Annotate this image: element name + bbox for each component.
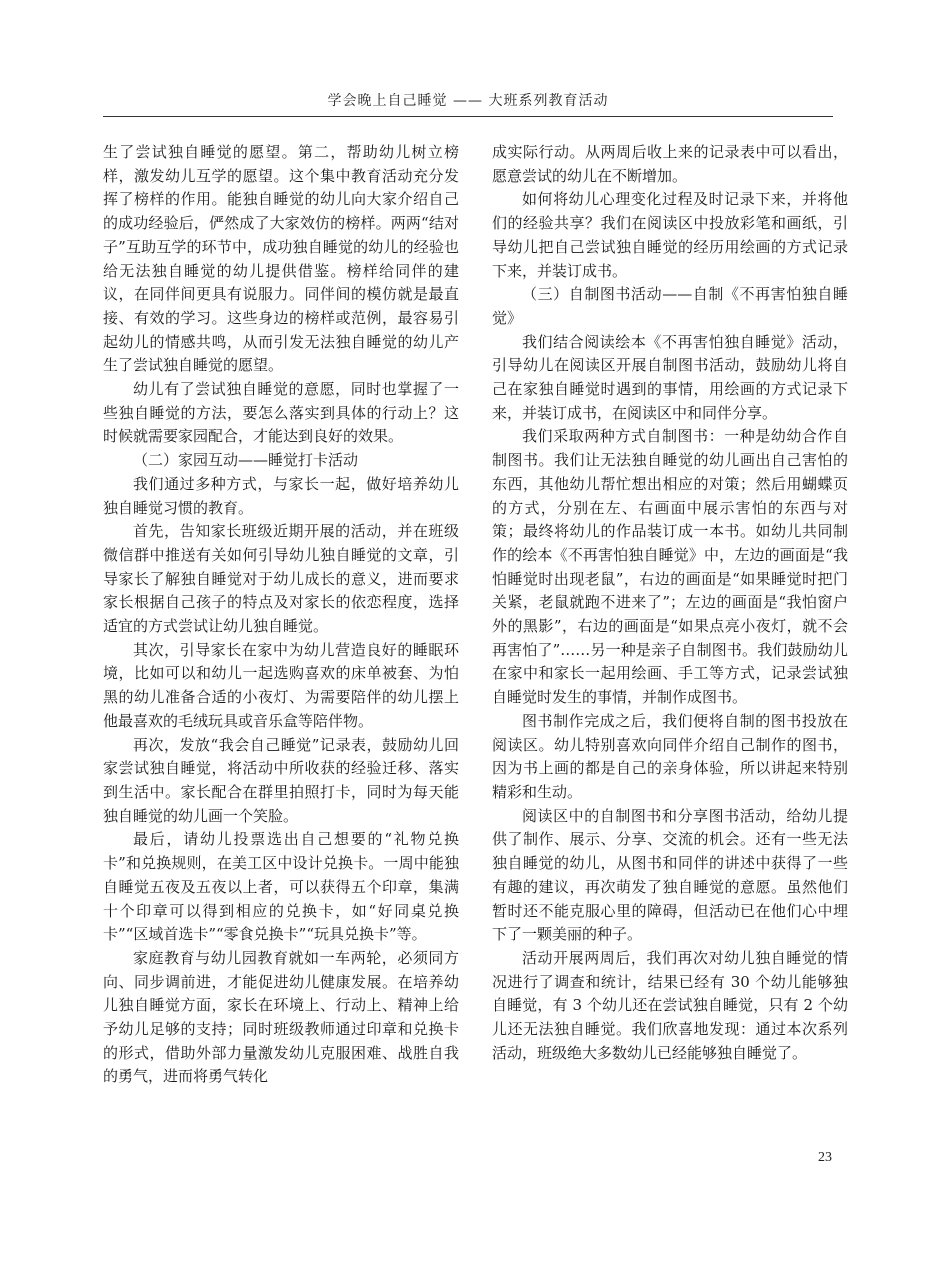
header-rule [103, 116, 833, 117]
paragraph: 如何将幼儿心理变化过程及时记录下来，并将他们的经验共享？我们在阅读区中投放彩笔和画纸，引导幼儿把自己尝试独自睡觉的经历用绘画的方式记录下来，并装订成书。 [492, 190, 848, 280]
paragraph: 活动开展两周后，我们再次对幼儿独自睡觉的情况进行了调查和统计，结果已经有 30 个幼儿能够独自睡觉，有 3 个幼儿还在尝试独自睡觉，只有 2 个幼儿还无法独自睡觉。我们欣喜地发现：通过本次系列活动，班级绝大多数幼儿已经能够独自睡觉了。 [492, 948, 848, 1062]
section-heading: （二）家园互动——睡觉打卡活动 [133, 451, 359, 470]
paragraph: 我们通过多种方式，与家长一起，做好培养幼儿独自睡觉习惯的教育。 [103, 474, 459, 517]
paragraph: 其次，引导家长在家中为幼儿营造良好的睡眠环境，比如可以和幼儿一起选购喜欢的床单被套、为怕黑的幼儿准备合适的小夜灯、为需要陪伴的幼儿摆上他最喜欢的毛绒玩具或音乐盒等陪伴物。 [103, 640, 459, 730]
left-column [103, 141, 459, 1089]
section-heading: （三）自制图书活动——自制《不再害怕独自睡觉》 [492, 285, 848, 327]
paragraph: 最后，请幼儿投票选出自己想要的“礼物兑换卡”和兑换规则，在美工区中设计兑换卡。一周中能独自睡觉五夜及五夜以上者，可以获得五个印章，集满十个印章可以得到相应的兑换卡，如“好同桌兑换卡”“区域首选卡”“零食兑换卡”“玩具兑换卡”等。 [103, 830, 459, 944]
paragraph: 生了尝试独自睡觉的愿望。第二，帮助幼儿树立榜样，激发幼儿互学的愿望。这个集中教育活动充分发挥了榜样的作用。能独自睡觉的幼儿向大家介绍自己的成功经验后，俨然成了大家效仿的榜样。两两“结对子”互助互学的环节中，成功独自睡觉的幼儿的经验也给无法独自睡觉的幼儿提供借鉴。榜样给同伴的建议，在同伴间更具有说服力。同伴间的模仿就是最直接、有效的学习。这些身边的榜样或范例，最容易引起幼儿的情感共鸣，从而引发无法独自睡觉的幼儿产生了尝试独自睡觉的愿望。 [103, 143, 459, 375]
paragraph: 幼儿有了尝试独自睡觉的意愿，同时也掌握了一些独自睡觉的方法，要怎么落实到具体的行动上？这时候就需要家园配合，才能达到良好的效果。 [103, 380, 459, 446]
paragraph: 图书制作完成之后，我们便将自制的图书投放在阅读区。幼儿特别喜欢向同伴介绍自己制作的图书，因为书上画的都是自己的亲身体验，所以讲起来特别精彩和生动。 [492, 711, 848, 801]
right-column [492, 141, 848, 1065]
paragraph: 家庭教育与幼儿园教育就如一车两轮，必须同方向、同步调前进，才能促进幼儿健康发展。在培养幼儿独自睡觉方面，家长在环境上、行动上、精神上给予幼儿足够的支持；同时班级教师通过印章和兑换卡的形式，借助外部力量激发幼儿克服困难、战胜自我的勇气，进而将勇气转化 [103, 948, 459, 1086]
running-header: 学会晚上自己睡觉 —— 大班系列教育活动 [327, 93, 609, 109]
paragraph: 再次，发放“我会自己睡觉”记录表，鼓励幼儿回家尝试独自睡觉，将活动中所收获的经验迁移、落实到生活中。家长配合在群里拍照打卡，同时为每天能独自睡觉的幼儿画一个笑脸。 [103, 735, 459, 825]
paragraph: 成实际行动。从两周后收上来的记录表中可以看出，愿意尝试的幼儿在不断增加。 [492, 143, 848, 185]
paragraph: 我们结合阅读绘本《不再害怕独自睡觉》活动，引导幼儿在阅读区开展自制图书活动，鼓励幼儿将自己在家独自睡觉时遇到的事情，用绘画的方式记录下来，并装订成书，在阅读区中和同伴分享。 [492, 332, 848, 422]
page-number: 23 [818, 1150, 832, 1165]
paragraph: 阅读区中的自制图书和分享图书活动，给幼儿提供了制作、展示、分享、交流的机会。还有一些无法独自睡觉的幼儿，从图书和同伴的讲述中获得了一些有趣的建议，再次萌发了独自睡觉的意愿。虽然他们暂时还不能克服心里的障碍，但活动已在他们心中埋下了一颗美丽的种子。 [492, 806, 848, 944]
paragraph: 首先，告知家长班级近期开展的活动，并在班级微信群中推送有关如何引导幼儿独自睡觉的文章，引导家长了解独自睡觉对于幼儿成长的意义，进而要求家长根据自己孩子的特点及对家长的依恋程度，选择适宜的方式尝试让幼儿独自睡觉。 [103, 522, 459, 636]
paragraph: 我们采取两种方式自制图书：一种是幼幼合作自制图书。我们让无法独自睡觉的幼儿画出自己害怕的东西，其他幼儿帮忙想出相应的对策；然后用蝴蝶页的方式，分别在左、右画面中展示害怕的东西与对策；最终将幼儿的作品装订成一本书。如幼儿共同制作的绘本《不再害怕独自睡觉》中，左边的画面是“我怕睡觉时出现老鼠”，右边的画面是“如果睡觉时把门关紧，老鼠就跑不进来了”；左边的画面是“我怕窗户外的黑影”，右边的画面是“如果点亮小夜灯，就不会再害怕了”……另一种是亲子自制图书。我们鼓励幼儿在家中和家长一起用绘画、手工等方式，记录尝试独自睡觉时发生的事情，并制作成图书。 [492, 427, 848, 707]
